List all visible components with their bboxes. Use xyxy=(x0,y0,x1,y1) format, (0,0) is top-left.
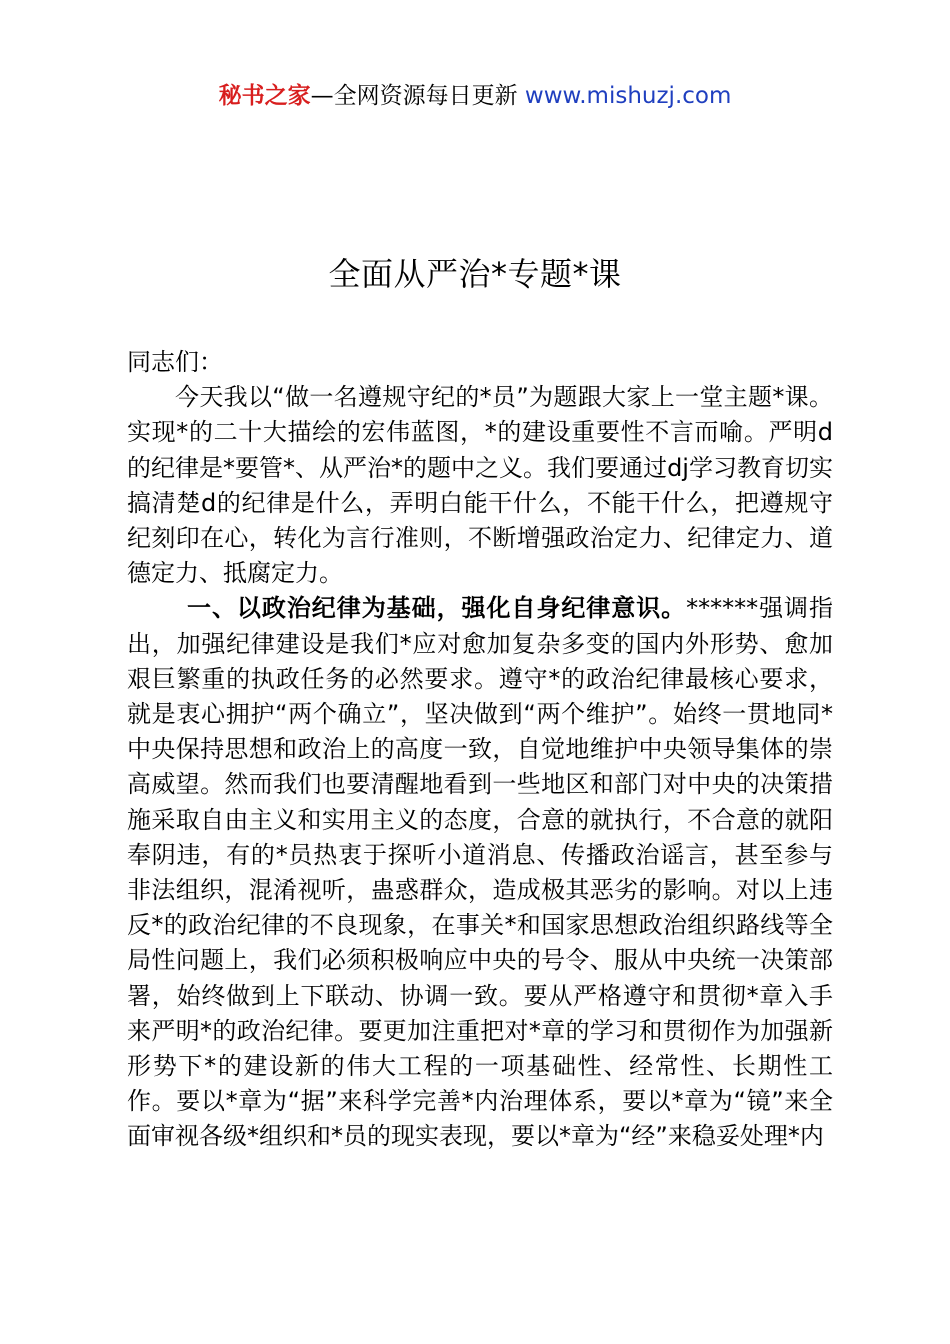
salutation: 同志们： xyxy=(127,348,223,376)
site-brand: 秘书之家 xyxy=(218,83,311,109)
intro-paragraph: 今天我以“做一名遵规守纪的*员”为题跟大家上一堂主题*课。实现*的二十大描绘的宏伟蓝图，*的建设重要性不言而喻。严明d的纪律是*要管*、从严治*的题中之义。我们要通过dj学习教育切实搞清楚d的纪律是什么，弄明白能干什么，不能干什么，把遵规守纪刻印在心，转化为言行准则，不断增强政治定力、纪律定力、道德定力、抵腐定力。 xyxy=(127,383,833,588)
document-body xyxy=(127,345,833,1155)
section-1-paragraph xyxy=(127,591,833,1154)
section-1-text: ******强调指出，加强纪律建设是我们*应对愈加复杂多变的国内外形势、愈加艰巨繁重的执政任务的必然要求。遵守*的政治纪律最核心要求，就是衷心拥护“两个确立”，坚决做到“两个维护”。始终一贯地同*中央保持思想和政治上的高度一致，自觉地维护中央领导集体的崇高威望。然而我们也要清醒地看到一些地区和部门对中央的决策措施采取自由主义和实用主义的态度，合意的就执行，不合意的就阳奉阴违，有的*员热衷于探听小道消息、传播政治谣言，甚至参与非法组织，混淆视听，蛊惑群众，造成极其恶劣的影响。对以上违反*的政治纪律的不良现象，在事关*和国家思想政治组织路线等全局性问题上，我们必须积极响应中央的号令、服从中央统一决策部署，始终做到上下联动、协调一致。要从严格遵守和贯彻*章入手来严明*的政治纪律。要更加注重把对*章的学习和贯彻作为加强新形势下*的建设新的伟大工程的一项基础性、经常性、长期性工作。要以*章为“据”来科学完善*内治理体系，要以*章为“镜”来全面审视各级*组织和*员的现实表现，要以*章为“经”来稳妥处理*内 xyxy=(127,594,834,1151)
site-tagline: —全网资源每日更新 xyxy=(310,83,518,109)
document-title: 全面从严治*专题*课 xyxy=(328,255,622,293)
site-banner xyxy=(0,80,950,112)
section-1-heading: 一、以政治纪律为基础，强化自身纪律意识。 xyxy=(187,594,687,623)
site-url-link[interactable]: www.mishuzj.com xyxy=(524,83,732,109)
